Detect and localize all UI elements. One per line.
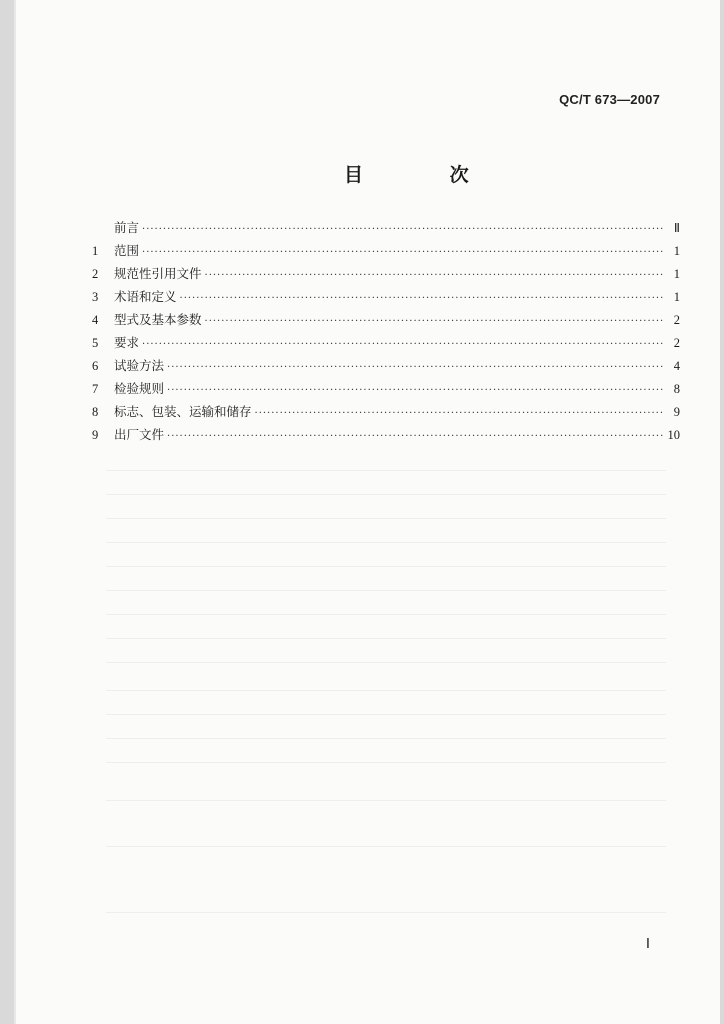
toc-entry-inspection-rules[interactable] [92,379,680,402]
toc-entry-page: 1 [673,290,680,304]
toc-leader-dots [142,339,663,350]
toc-title: 目 次 [344,164,509,186]
show-through-line [106,470,666,471]
toc-entry-page: 4 [673,359,680,373]
toc-entry-number: 9 [92,428,99,442]
toc-entry-number: 3 [92,290,99,304]
show-through-line [106,690,666,691]
toc-entry-page: 2 [673,313,680,327]
toc-entry-label: 出厂文件 [114,427,165,442]
toc-entry-number: 5 [92,336,99,350]
toc-entry-label: 术语和定义 [114,289,177,304]
toc-leader-dots [205,270,663,281]
toc-entry-label: 规范性引用文件 [114,266,202,281]
toc-entry-factory-documents[interactable] [92,425,680,448]
toc-leader-dots [205,316,663,327]
toc-entry-marking-packaging[interactable] [92,402,680,425]
toc-entry-label: 要求 [114,335,140,350]
toc-entry-scope[interactable] [92,241,680,264]
toc-leader-dots [167,385,663,396]
toc-entry-number: 6 [92,359,99,373]
toc-entry-page: 2 [673,336,680,350]
toc-entry-page: 8 [673,382,680,396]
toc-leader-dots [255,408,663,419]
toc-leader-dots [167,362,663,373]
show-through-line [106,662,666,663]
show-through-line [106,638,666,639]
toc-leader-dots [142,247,663,258]
toc-entry-foreword[interactable] [92,218,680,241]
toc-entry-normative-references[interactable] [92,264,680,287]
toc-leader-dots [142,224,663,235]
toc-entry-label: 标志、包装、运输和储存 [114,404,252,419]
toc-entry-page: 1 [673,267,680,281]
toc-entry-test-methods[interactable] [92,356,680,379]
toc-entry-requirements[interactable] [92,333,680,356]
toc-leader-dots [180,293,663,304]
show-through-line [106,590,666,591]
toc-entry-page: 9 [673,405,680,419]
toc-entry-number: 4 [92,313,99,327]
toc-entry-label: 前言 [114,220,140,235]
show-through-line [106,614,666,615]
document-page [14,0,720,1024]
toc-entry-label: 检验规则 [114,381,165,396]
toc-entry-number: 7 [92,382,99,396]
toc-entry-number: 8 [92,405,99,419]
show-through-line [106,762,666,763]
toc-entry-number: 1 [92,244,99,258]
toc-entry-label: 试验方法 [114,358,165,373]
table-of-contents [92,218,680,448]
toc-entry-label: 范围 [114,243,140,258]
toc-entry-types-parameters[interactable] [92,310,680,333]
show-through-line [106,518,666,519]
toc-entry-label: 型式及基本参数 [114,312,202,327]
toc-leader-dots [167,431,663,442]
toc-entry-page: 10 [667,428,680,442]
show-through-line [106,566,666,567]
show-through-line [106,738,666,739]
show-through-line [106,542,666,543]
show-through-line [106,800,666,801]
show-through-line [106,912,666,913]
show-through-line [106,846,666,847]
show-through-line [106,494,666,495]
toc-entry-page: 1 [673,244,680,258]
document-code: QC/T 673—2007 [559,92,660,107]
toc-entry-number: 2 [92,267,99,281]
toc-entry-terms-definitions[interactable] [92,287,680,310]
page-number: Ⅰ [645,937,650,952]
toc-entry-page: Ⅱ [673,221,680,235]
show-through-line [106,714,666,715]
